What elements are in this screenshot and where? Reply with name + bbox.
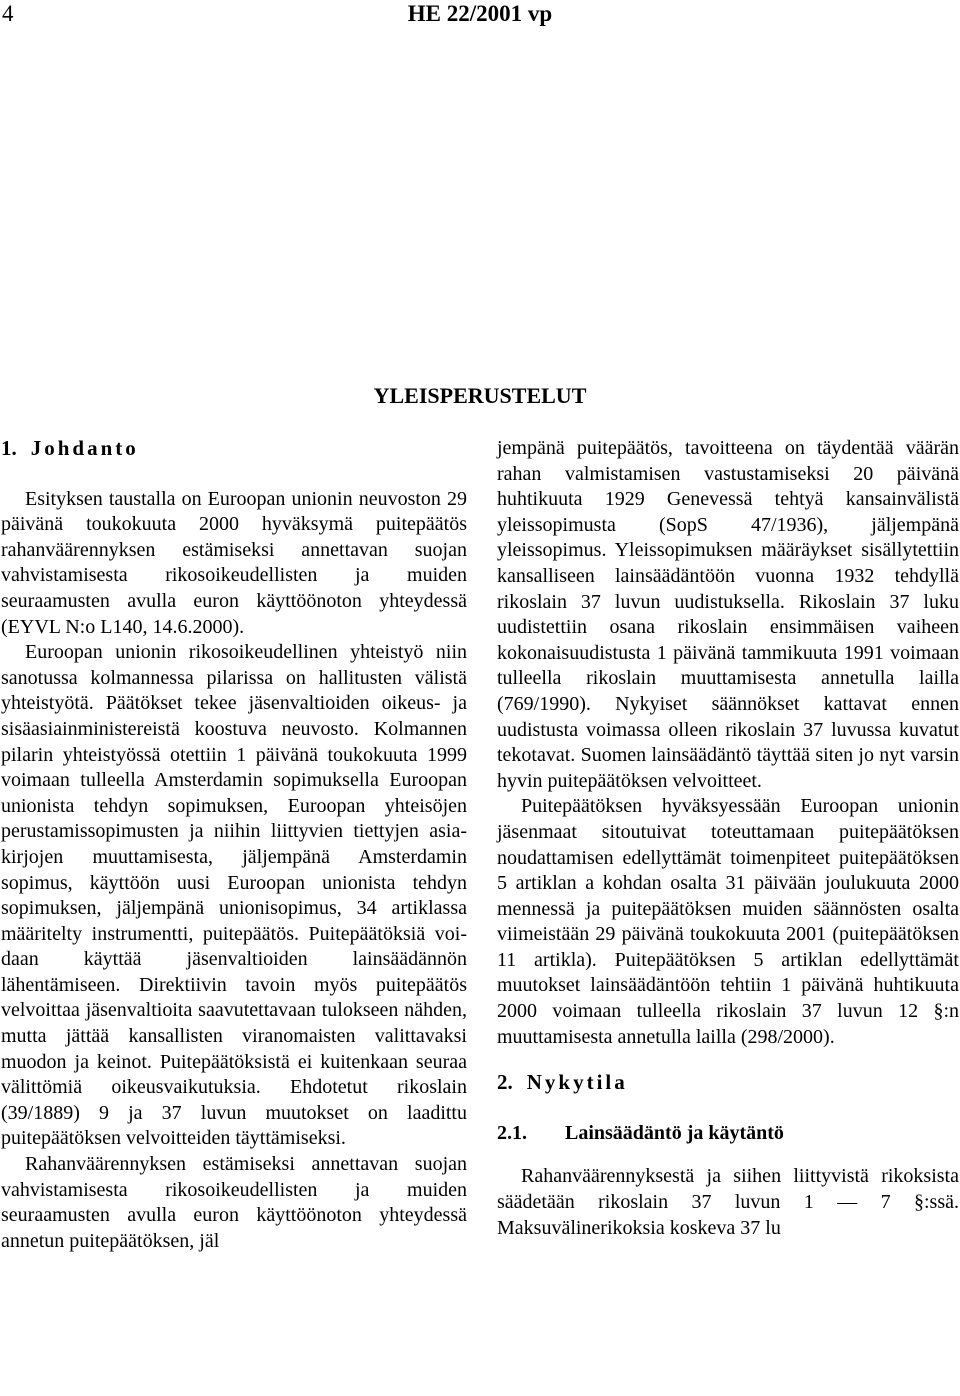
left-column xyxy=(1,436,467,1254)
heading-text: Nykytila xyxy=(526,1070,628,1095)
section-title: YLEISPERUSTELUT xyxy=(373,383,587,408)
paragraph: Rahanväärennyksen estämiseksi annettavan suojan vahvistamisesta rikosoikeudellisten ja muiden seuraamusten avulla euron käyttöönoton yhteydessä annetun puitepäätöksen, jäl xyxy=(1,1153,467,1252)
heading-number: 2. xyxy=(497,1070,513,1095)
right-column xyxy=(497,436,959,1241)
paragraph: Rahanväärennyksestä ja siihen liittyvistä rikoksista säädetään rikoslain 37 luvun 1 — 7 §:ssä. Maksuvälinerikoksia koskeva 37 lu xyxy=(497,1165,959,1239)
paragraph: Puitepäätöksen hyväksyessään Euroopan unionin jäsenmaat sitoutuivat toteuttamaan puitepäätöksen noudattamisen edellyttämät toimenpiteet puitepäätöksen 5 artiklan a kohdan osalta 31 päivään joulukuuta 2000 mennessä ja puitepäätöksen muiden säännösten osalta viimeistään 29 päivänä toukokuuta 2001 (puitepäätöksen 11 artikla). Puitepäätöksen 5 artiklan edellyttämät muutokset lainsäädäntöön tehtiin 1 päivänä huhtikuuta 2000 voimaan tulleella rikoslain 37 luvun 12 §:n muuttamisesta annetulla lailla (298/2000). xyxy=(497,795,959,1048)
paragraph: jempänä puitepäätös, tavoitteena on täydentää väärän rahan valmistamisen vastustamiseksi 20 päivänä huhtikuuta 1929 Genevessä tehtyä kansainvälistä yleissopimusta (SopS 47/1936), jäljempänä yleissopimus. Yleissopimuksen määräykset sisällytettiin kansalliseen lainsäädäntöön vuonna 1932 tehdyllä rikoslain 37 luvun uudistuksella. Rikoslain 37 luku uudistettiin osana rikoslain ensimmäisen vaiheen kokonaisuudistusta 1 päivänä tammikuuta 1991 voimaan tulleella rikoslain muuttamisesta annetulla lailla (769/1990). Nykyiset säännökset kattavat ennen uudistusta voimassa olleen rikoslain 37 luvussa kuvatut tekotavat. Suomen lainsäädäntö täyttää siten jo nyt varsin hyvin puitepäätöksen velvoitteet. xyxy=(497,437,959,792)
heading-johdanto xyxy=(1,436,467,462)
heading-nykytila xyxy=(497,1070,959,1096)
page-number: 4 xyxy=(2,1,14,26)
heading-text: Johdanto xyxy=(30,436,139,460)
paragraph: Euroopan unionin rikosoikeudellinen yhteistyö niin sanotussa kolmannessa pilarissa on hallitusten välistä yhteistyötä. Päätökset tekee jäsenvaltioiden oikeus- ja sisäasiainministereistä koostuva neuvosto. Kolmannen pilarin yhteistyössä otettiin 1 päivänä toukokuuta 1999 voimaan tulleella Amsterdamin sopimuksella Euroopan unionista tehdyn sopimuksen, Euroopan yhteisöjen perustamissopimusten ja niihin liittyvien tiettyjen asiakirjojen muuttamisesta, jäljempänä Amsterdamin sopimus, käyttöön uusi Euroopan unionista tehdyn sopimuksen, jäljempänä unionisopimus, 34 artiklassa määritelty instrumentti, puitepäätös. Puitepäätöksiä voidaan käyttää jäsenvaltioiden lainsäädännön lähentämiseen. Direktiivin tavoin myös puitepäätös velvoittaa jäsenvaltioita saavutettavaan tulokseen nähden, mutta jättää kansallisten viranomaisten valittavaksi muodon ja keinot. Puitepäätöksistä ei kuitenkaan seuraa välittömiä oikeusvaikutuksia. Ehdotetut rikoslain (39/1889) 9 ja 37 luvun muutokset on laadittu puitepäätöksen velvoitteiden täyttämiseksi. xyxy=(1,641,467,1150)
subheading-lainsaadanto xyxy=(497,1121,959,1147)
subheading-number: 2.1. xyxy=(497,1121,527,1144)
paragraph: Esityksen taustalla on Euroopan unionin neuvoston 29 päivänä toukokuuta 2000 hyväksymä puitepäätös rahanväärennyksen estämiseksi annettavan suojan vahvistamisesta rikosoikeudellisten ja muiden seuraamusten avulla euron käyttöönoton yhteydessä (EYVL N:o L140, 14.6.2000). xyxy=(1,487,467,638)
heading-number: 1. xyxy=(1,436,17,460)
document-id: HE 22/2001 vp xyxy=(407,1,553,26)
subheading-text: Lainsäädäntö ja käytäntö xyxy=(565,1121,784,1144)
